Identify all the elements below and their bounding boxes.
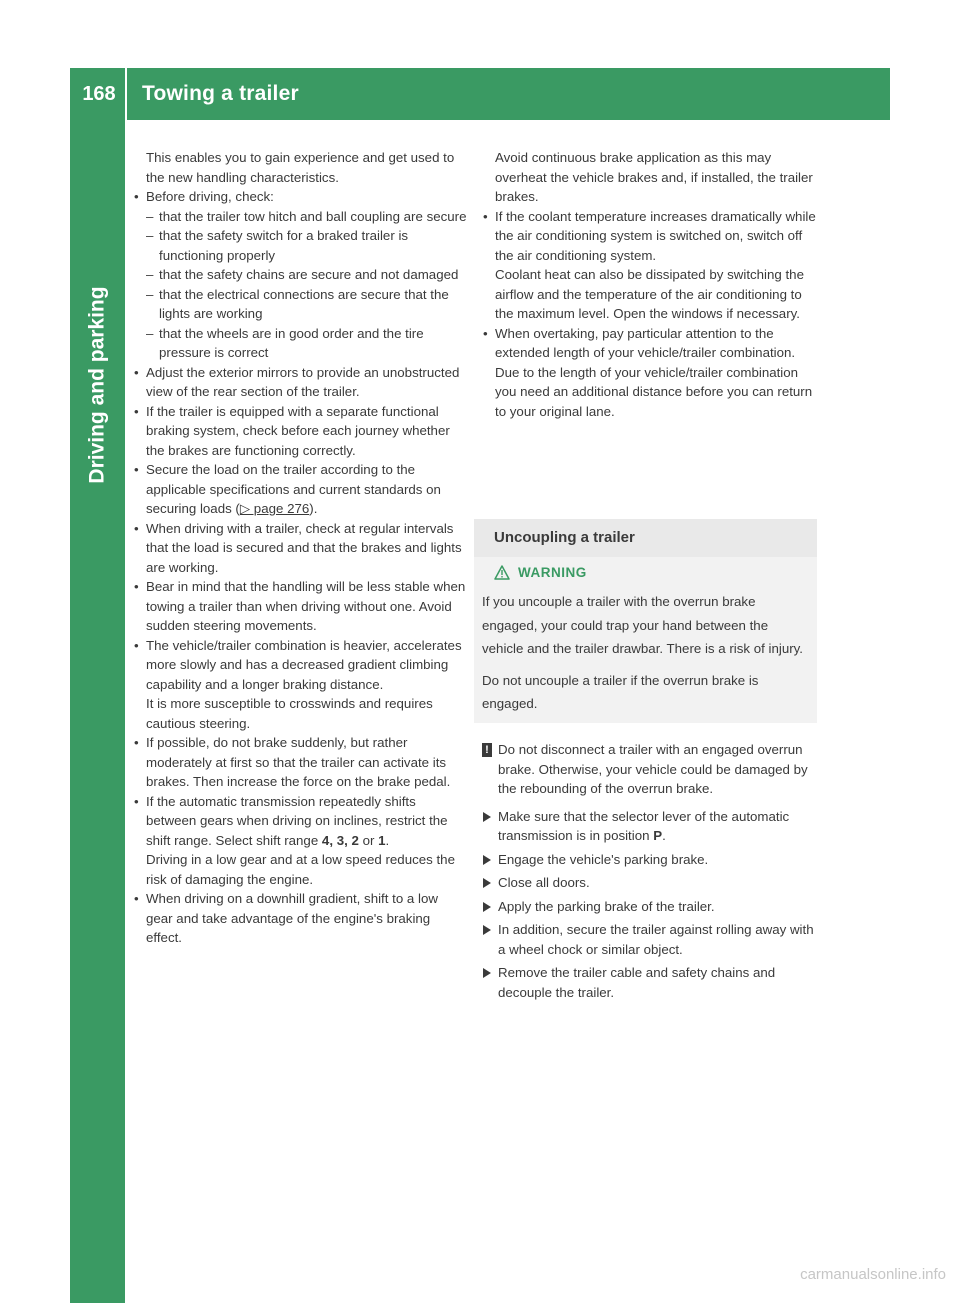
check-wheels: – that the wheels are in good order and the tire pressure is correct: [133, 324, 468, 363]
secure-load-text: Secure the load on the trailer according to the applicable specifications and current standards on securing loads (: [146, 462, 441, 516]
step-wheel-chock: In addition, secure the trailer against rolling away with a wheel chock or similar object.: [482, 920, 817, 959]
brake-continuation: Avoid continuous brake application as this may overheat the vehicle brakes and, if installed, the trailer brakes.: [495, 150, 813, 204]
check-tow-hitch: – that the trailer tow hitch and ball coupling are secure: [133, 207, 468, 227]
warning-text: If you uncouple a trailer with the overrun brake engaged, your could trap your hand between the vehicle and the trailer drawbar. There is a risk of injury.: [482, 594, 803, 656]
bullet-overtaking: • When overtaking, pay particular attention to the extended length of your vehicle/trailer combination.: [482, 324, 817, 363]
step-selector-lever: [482, 807, 817, 846]
check-safety-switch: – that the safety switch for a braked trailer is functioning properly: [133, 226, 468, 265]
bullet-handling: • Bear in mind that the handling will be less stable when towing a trailer than when driving without one. Avoid sudden steering movements.: [133, 577, 468, 636]
section-title: Uncoupling a trailer: [494, 529, 635, 546]
side-tab-label-wrap: [70, 255, 125, 515]
notice: [482, 740, 817, 799]
step-parking-brake: Engage the vehicle's parking brake.: [482, 850, 817, 870]
step-remove-cable: Remove the trailer cable and safety chains and decouple the trailer.: [482, 963, 817, 1002]
warning-header: [494, 562, 587, 582]
watermark: carmanualsonline.info: [800, 1266, 946, 1283]
side-tab-label: Driving and parking: [85, 286, 109, 484]
step-trailer-brake: Apply the parking brake of the trailer.: [482, 897, 817, 917]
overtaking-note: Due to the length of your vehicle/trailer combination you need an additional distance before you can return to your original lane.: [495, 364, 813, 419]
bullet-check-intervals: • When driving with a trailer, check at regular intervals that the load is secured and that the brakes and lights are working.: [133, 519, 468, 578]
bullet-secure-load: [133, 460, 468, 519]
warning-action: Do not uncouple a trailer if the overrun brake is engaged.: [482, 672, 759, 711]
bullet-braking-system: • If the trailer is equipped with a separate functional braking system, check before each journey whether the brakes are functioning correctly.: [133, 402, 468, 461]
bullet-mirrors: • Adjust the exterior mirrors to provide an unobstructed view of the rear section of the trailer.: [133, 363, 468, 402]
step-close-doors: Close all doors.: [482, 873, 817, 893]
transmission-or: or: [358, 832, 379, 848]
left-column: [133, 148, 468, 948]
bullet-coolant: • If the coolant temperature increases dramatically while the air conditioning system is switched on, switch off the air conditioning system.: [482, 207, 817, 266]
page-reference-link[interactable]: ▷ page 276: [239, 501, 310, 516]
notice-icon: !: [482, 743, 492, 757]
park-position: P: [653, 828, 663, 843]
right-column: [482, 148, 817, 421]
transmission-text: If the automatic transmission repeatedly shifts between gears when driving on inclines, restrict the shift range. Select shift range: [146, 793, 448, 848]
bullet-transmission: [133, 792, 468, 851]
check-safety-chains: – that the safety chains are secure and not damaged: [133, 265, 468, 285]
header-divider: [125, 68, 127, 120]
low-gear-note: Driving in a low gear and at a low speed reduces the risk of damaging the engine.: [146, 852, 455, 887]
step-1-end: .: [662, 828, 666, 843]
warning-triangle-icon: [494, 565, 510, 580]
coolant-note: Coolant heat can also be dissipated by switching the airflow and the temperature of the air conditioning to the maximum level. Open the windows if necessary.: [495, 267, 804, 321]
shift-ranges: 4, 3, 2: [321, 832, 359, 848]
warning-content: [482, 590, 812, 716]
secure-load-end: ).: [309, 501, 318, 516]
shift-range-1: 1: [378, 832, 386, 848]
uncoupling-steps: [482, 740, 817, 1002]
bullet-downhill: • When driving on a downhill gradient, shift to a low gear and take advantage of the engine's braking effect.: [133, 889, 468, 948]
page-title: Towing a trailer: [142, 82, 299, 105]
intro-text: This enables you to gain experience and get used to the new handling characteristics.: [146, 150, 455, 185]
crosswind-note: It is more susceptible to crosswinds and requires cautious steering.: [146, 696, 433, 731]
bullet-braking: • If possible, do not brake suddenly, but rather moderately at first so that the trailer can activate its brakes. Then increase the force on the brake pedal.: [133, 733, 468, 792]
notice-text: Do not disconnect a trailer with an engaged overrun brake. Otherwise, your vehicle could be damaged by the rebounding of the overrun brake.: [498, 742, 808, 796]
warning-label: WARNING: [518, 564, 587, 580]
bullet-before-driving: • Before driving, check:: [133, 187, 468, 207]
page-number: 168: [82, 83, 116, 105]
transmission-end: .: [385, 832, 390, 848]
bullet-heavier: • The vehicle/trailer combination is heavier, accelerates more slowly and has a decreased gradient climbing capability and a longer braking distance.: [133, 636, 468, 695]
check-electrical: – that the electrical connections are secure that the lights are working: [133, 285, 468, 324]
step-1-text: Make sure that the selector lever of the automatic transmission is in position: [498, 808, 790, 843]
